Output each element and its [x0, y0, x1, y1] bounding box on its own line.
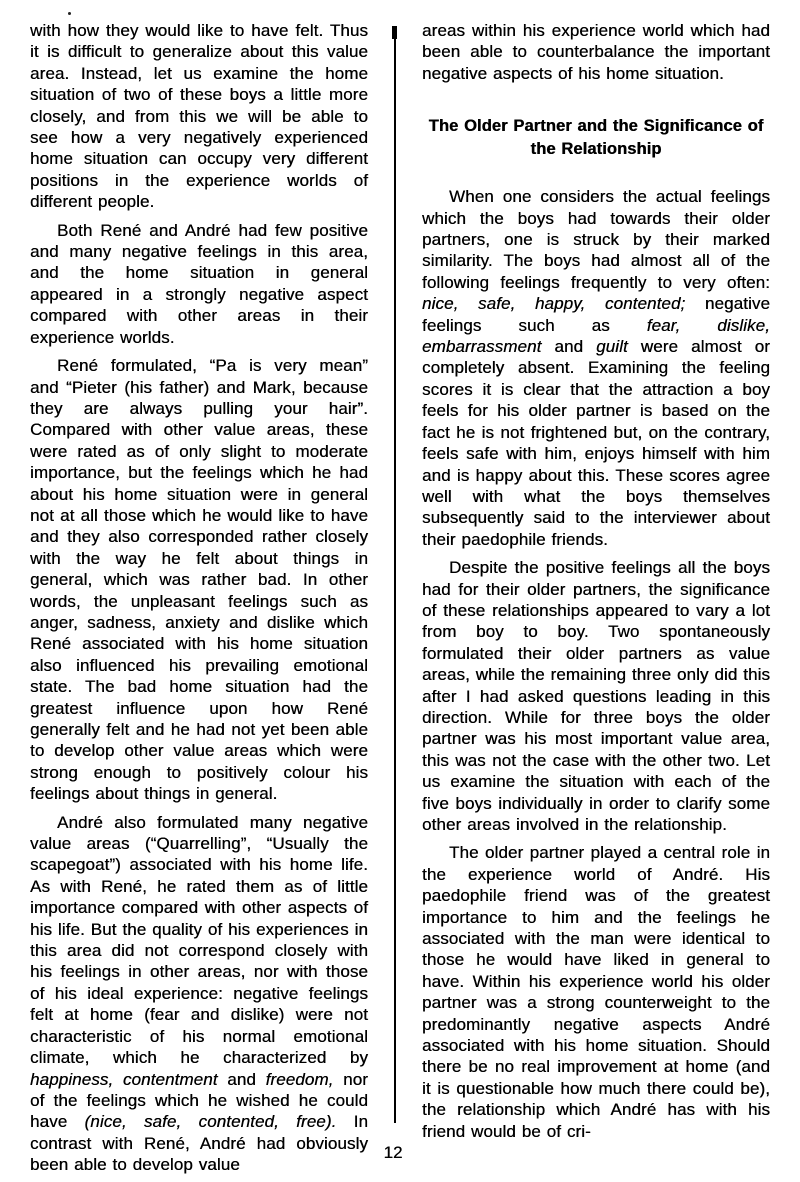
paragraph-left-1 — [30, 20, 368, 213]
column-divider-rule — [394, 26, 396, 1123]
text-run: André also formulated many negative value areas (“Quarrelling”, “Usually the scapegoat”) associated with his home life. As with René, he rated them as of little importance compared with other aspects of his life. But the quality of his experiences in this area did not correspond closely with his feelings in other areas, nor with those of his ideal experience: negative feelings felt at home (fear and dislike) were not characteristic of his normal emotional climate, which he characterized by — [30, 812, 368, 1068]
text-run: Both René and André had few positive and many negative feelings in this area, and the home situation in general appeared in a strongly negative aspect compared with other areas in their experience worlds. — [30, 220, 368, 347]
text-run: The older partner played a central role in the experience world of André. His paedophile friend was of the greatest importance to him and the feelings he associated with the man were identical to those he would have liked in general to have. Within his experience world his older partner was a strong counterweight to the predominantly negative aspects André associated with his home situation. Should there be no real improvement at home (and it is questionable how much there could be), the relationship which André has with his friend would be of cri- — [422, 843, 770, 1141]
paragraph-left-4 — [30, 812, 368, 1176]
text-run: In contrast with René, André had obviously been able to develop value — [30, 1112, 368, 1175]
text-run: were almost or completely absent. Examining the feeling scores it is clear that the attraction a boy feels for his older partner is based on the fact he is not frightened but, on the contrary, feels safe with him, enjoys himself with him and is happy about this. These scores agree well with what the boys themselves subsequently said to the interviewer about their paedophile friends. — [422, 337, 771, 549]
italic-run: happiness, contentment — [30, 1069, 218, 1089]
right-column — [422, 20, 770, 1176]
text-run: and — [217, 1069, 266, 1089]
text-run: Despite the positive feelings all the boys had for their older partners, the significance of these relationships appeared to vary a lot from boy to boy. Two spontaneously formulated their older partners as value areas, while the remaining three only did this after I had asked questions leading in this direction. While for three boys the older partner was his most important value area, this was not the case with the other two. Let us examine the situation with each of the five boys individually in order to clarify some other areas involved in the relationship. — [422, 558, 771, 834]
italic-run: freedom, — [265, 1069, 334, 1089]
text-run: When one considers the actual feelings which the boys had towards their older partners, one is struck by their marked similarity. The boys had almost all of the following feelings frequently to very often: — [422, 187, 770, 292]
text-run: with how they would like to have felt. Thus it is difficult to generalize about this value area. Instead, let us examine the home situation of two of these boys a little more closely, and from this we will be able to see how a very negatively experienced home situation can occupy very different positions in the experience worlds of different people. — [30, 21, 368, 212]
page-number: 12 — [383, 1143, 403, 1162]
section-heading: The Older Partner and the Significance of the Relationship — [428, 117, 764, 159]
text-run: nor of the feelings which he wished he could have — [30, 1069, 368, 1132]
left-column — [30, 20, 368, 1176]
paragraph-left-3 — [30, 355, 368, 805]
scan-speck — [68, 12, 71, 15]
paragraph-left-2 — [30, 220, 368, 348]
paragraph-right-1 — [422, 20, 770, 84]
paragraph-right-3 — [422, 557, 770, 835]
text-run: negative feelings such as — [422, 294, 770, 335]
text-run: areas within his experience world which had been able to counterbalance the important negative aspects of his home situation. — [422, 21, 770, 83]
italic-run: (nice, safe, contented, free). — [84, 1112, 337, 1132]
text-columns — [30, 20, 770, 1176]
italic-run: guilt — [596, 337, 628, 357]
italic-run: fear, dislike, embarrassment — [422, 315, 770, 357]
text-run: and — [541, 337, 597, 357]
paragraph-right-4 — [422, 842, 770, 1142]
text-run: René formulated, “Pa is very mean” and “Pieter (his father) and Mark, because they are always pulling your hair”. Compared with other value areas, these were rated as of only slight to moderate importance, but the feelings which he had about his home situation were in general not at all those which he would like to have and they also corresponded rather closely with the way he felt about things in general, which was rather bad. In other words, the unpleasant feelings such as anger, sadness, anxiety and dislike which René associated with his home situation also influenced his prevailing emotional state. The bad home situation had the greatest influence upon how René generally felt and he had not yet been able to develop other value areas which were strong enough to positively colour his feelings about things in general. — [30, 356, 368, 804]
paragraph-right-2 — [422, 186, 770, 550]
italic-run: nice, safe, happy, contented; — [422, 294, 686, 314]
